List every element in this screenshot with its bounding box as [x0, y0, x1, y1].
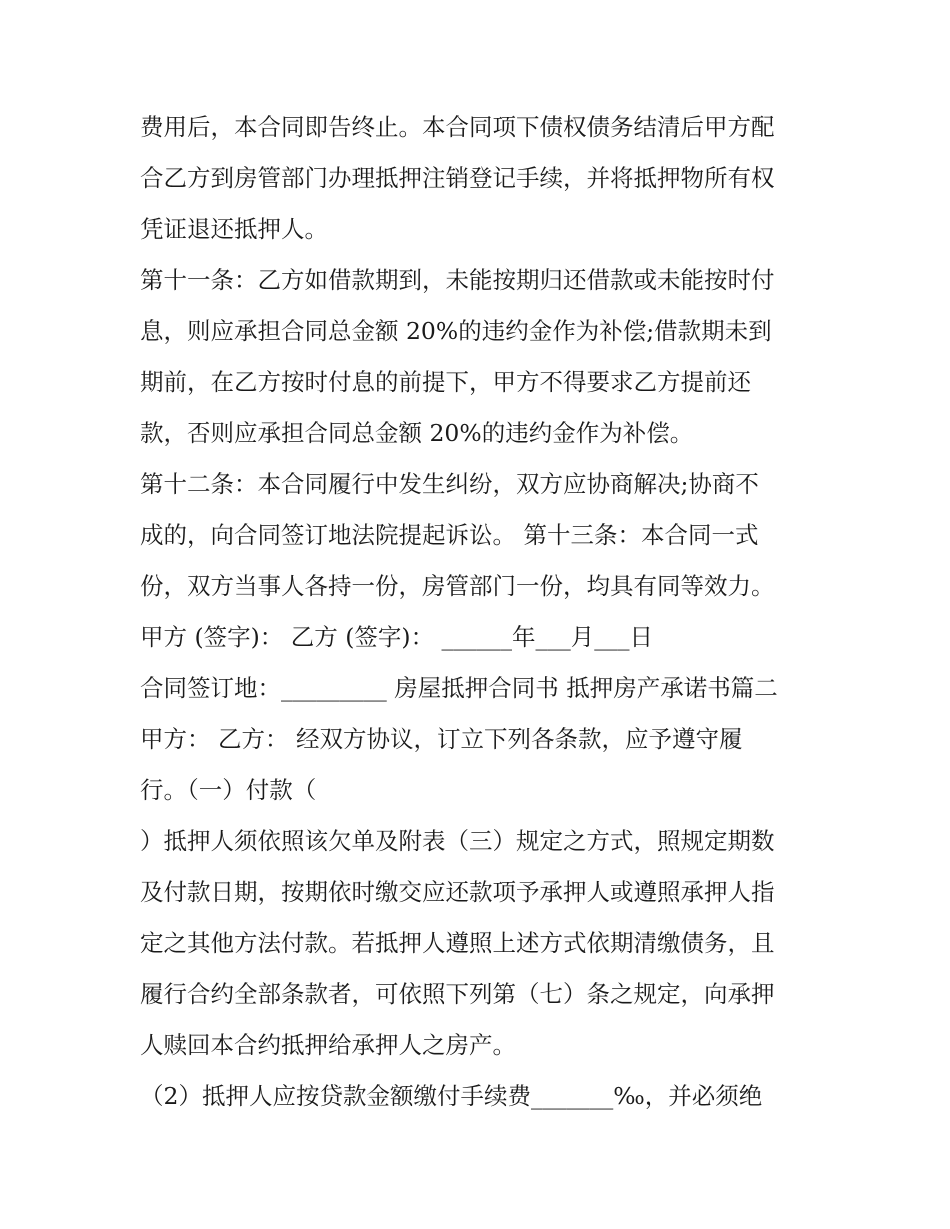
text-line: 合乙方到房管部门办理抵押注销登记手续，并将抵押物所有权	[140, 164, 775, 192]
text-line: （2）抵押人应按贷款金额缴付手续费_______‰，并必须绝	[140, 1082, 763, 1110]
text-line: 第十一条：乙方如借款期到，未能按期归还借款或未能按时付	[140, 266, 775, 294]
text-line: 人赎回本合约抵押给承押人之房产。	[140, 1031, 516, 1059]
text-line: 息，则应承担合同总金额 20%的违约金作为补偿;借款期未到	[140, 317, 772, 345]
signature-line: 甲方 (签字)： 乙方 (签字)： ______年___月___日	[140, 623, 654, 651]
text-line: ）抵押人须依照该欠单及附表（三）规定之方式，照规定期数	[140, 827, 775, 855]
text-line: 期前，在乙方按时付息的前提下，甲方不得要求乙方提前还	[140, 368, 751, 396]
text-line: 定之其他方法付款。若抵押人遵照上述方式依期清缴债务，且	[140, 929, 775, 957]
text-line: 款，否则应承担合同总金额 20%的违约金作为补偿。	[140, 419, 694, 447]
text-line: 合同签订地：_________ 房屋抵押合同书 抵押房产承诺书篇二	[140, 674, 778, 702]
text-line: 履行合约全部条款者，可依照下列第（七）条之规定，向承押	[140, 980, 775, 1008]
document-body	[140, 102, 820, 1122]
text-line: 成的，向合同签订地法院提起诉讼。 第十三条：本合同一式	[140, 521, 759, 549]
text-line: 行。（一）付款（	[140, 776, 317, 804]
text-line: 及付款日期，按期依时缴交应还款项予承押人或遵照承押人指	[140, 878, 775, 906]
text-line: 份，双方当事人各持一份，房管部门一份，均具有同等效力。	[140, 572, 775, 600]
text-line: 凭证退还抵押人。	[140, 215, 328, 243]
text-line: 费用后，本合同即告终止。本合同项下债权债务结清后甲方配	[140, 113, 775, 141]
text-line: 第十二条：本合同履行中发生纠纷，双方应协商解决;协商不	[140, 470, 759, 498]
text-line: 甲方： 乙方： 经双方协议，订立下列各条款，应予遵守履	[140, 725, 743, 753]
